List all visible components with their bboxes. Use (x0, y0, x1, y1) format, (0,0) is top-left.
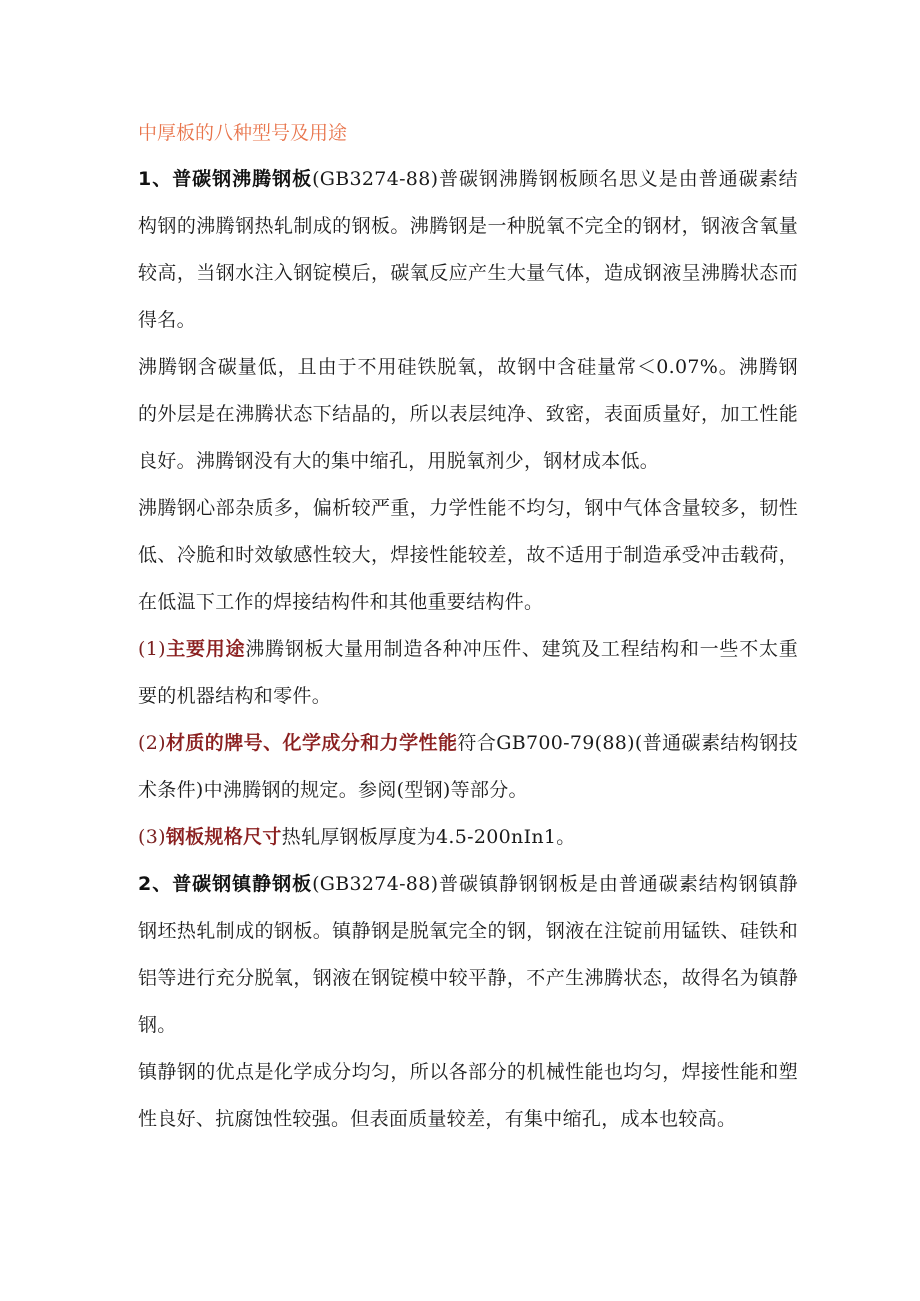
section-1-intro-text: (GB3274-88)普碳钢沸腾钢板顾名思义是由普通碳素结构钢的沸腾钢热轧制成的钢板。沸腾钢是一种脱氧不完全的钢材，钢液含氧量较高，当钢水注入钢锭模后，碳氧反应产生大量气体，造成钢液呈沸腾状态而得名。 (138, 168, 798, 331)
section-1-item-3 (138, 814, 798, 861)
item-1-number: (1) (138, 638, 166, 660)
item-1-text: 沸腾钢板大量用制造各种冲压件、建筑及工程结构和一些不太重要的机器结构和零件。 (138, 638, 799, 707)
section-2-paragraph-2: 镇静钢的优点是化学成分均匀，所以各部分的机械性能也均匀，焊接性能和塑性良好、抗腐蚀性较强。但表面质量较差，有集中缩孔，成本也较高。 (138, 1061, 798, 1130)
document-page (138, 110, 798, 1143)
document-title: 中厚板的八种型号及用途 (138, 122, 348, 144)
section-1-item-1 (138, 626, 798, 720)
section-1-intro (138, 156, 798, 344)
section-2-number: 2、 (138, 873, 173, 895)
item-2-label: 材质的牌号、化学成分和力学性能 (165, 732, 458, 754)
section-1-item-2 (138, 720, 798, 814)
section-1-paragraph-2: 沸腾钢含碳量低，且由于不用硅铁脱氧，故钢中含硅量常＜0.07%。沸腾钢的外层是在沸腾状态下结晶的，所以表层纯净、致密，表面质量好，加工性能良好。沸腾钢没有大的集中缩孔，用脱氧剂少，钢材成本低。 (138, 356, 798, 472)
section-2-intro-text: (GB3274-88)普碳镇静钢钢板是由普通碳素结构钢镇静钢坯热轧制成的钢板。镇静钢是脱氧完全的钢，钢液在注锭前用锰铁、硅铁和铝等进行充分脱氧，钢液在钢锭模中较平静，不产生沸腾状态，故得名为镇静钢。 (138, 873, 798, 1036)
item-3-number: (3) (138, 826, 166, 848)
item-2-number: (2) (138, 732, 166, 754)
section-1-paragraph-3: 沸腾钢心部杂质多，偏析较严重，力学性能不均匀，钢中气体含量较多，韧性低、冷脆和时效敏感性较大，焊接性能较差，故不适用于制造承受冲击载荷，在低温下工作的焊接结构件和其他重要结构件。 (138, 497, 798, 613)
item-2-text: 符合GB700-79(88)(普通碳素结构钢技术条件)中沸腾钢的规定。参阅(型钢)等部分。 (138, 732, 798, 801)
item-1-label: 主要用途 (165, 638, 246, 660)
item-3-label: 钢板规格尺寸 (165, 826, 282, 848)
item-3-text: 热轧厚钢板厚度为4.5-200nIn1。 (281, 826, 576, 848)
section-2-intro (138, 861, 798, 1049)
section-1-heading: 普碳钢沸腾钢板 (172, 168, 313, 190)
section-2-heading: 普碳钢镇静钢板 (172, 873, 313, 895)
section-1-number: 1、 (138, 168, 173, 190)
